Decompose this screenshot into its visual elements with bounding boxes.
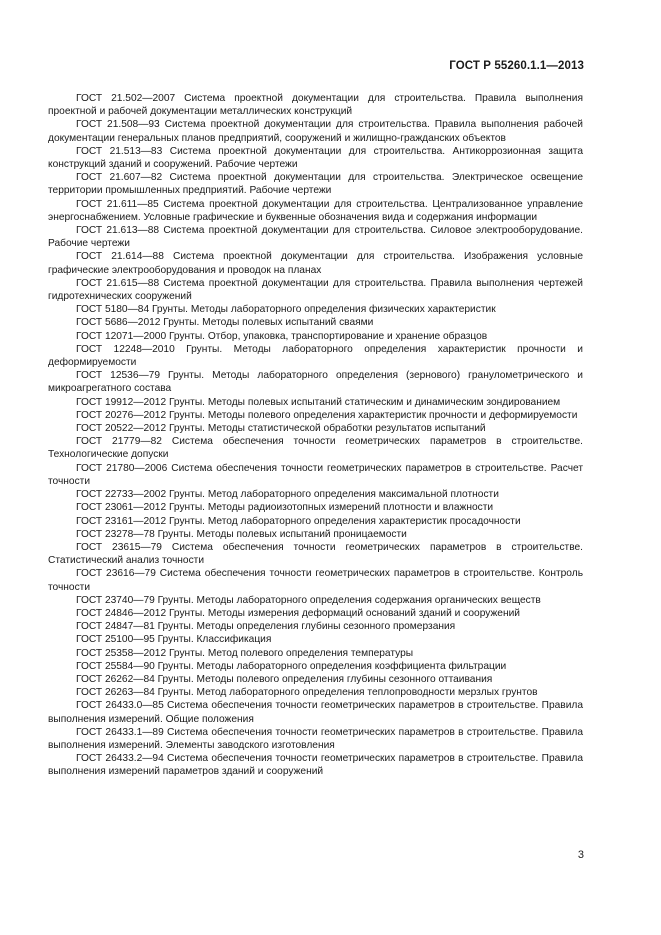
- reference-entry: ГОСТ 12536—79 Грунты. Методы лабораторного определения (зернового) гранулометрического и микроагрегатного состава: [48, 370, 583, 395]
- reference-entry: ГОСТ 12248—2010 Грунты. Методы лабораторного определения характеристик прочности и деформируемости: [48, 343, 583, 369]
- reference-entry: ГОСТ 26433.1—89 Система обеспечения точности геометрических параметров в строительстве. Правила выполнения измерений. Элементы заводского изготовления: [48, 726, 583, 751]
- reference-entry: ГОСТ 5686—2012 Грунты. Методы полевых испытаний сваями: [76, 317, 374, 329]
- reference-entry: ГОСТ 21780—2006 Система обеспечения точности геометрических параметров в строительстве. Расчет точности: [48, 462, 583, 487]
- reference-entry: ГОСТ 25358—2012 Грунты. Метод полевого определения температуры: [76, 647, 414, 659]
- page-number: 3: [577, 849, 584, 861]
- normative-references-list: [48, 92, 583, 779]
- reference-entry: ГОСТ 24846—2012 Грунты. Методы измерения деформаций оснований зданий и сооружений: [76, 607, 520, 619]
- reference-entry: ГОСТ 21.508—93 Система проектной документации для строительства. Правила выполнения рабочей документации генеральных планов предприятий, сооружений и жилищно-гражданских объектов: [48, 119, 583, 144]
- reference-entry: ГОСТ 26433.2—94 Система обеспечения точности геометрических параметров в строительстве. Правила выполнения измерений параметров зданий и сооружений: [48, 753, 583, 778]
- reference-entry: ГОСТ 26262—84 Грунты. Методы полевого определения глубины сезонного оттаивания: [76, 673, 493, 685]
- reference-entry: ГОСТ 22733—2002 Грунты. Метод лабораторного определения максимальной плотности: [76, 489, 499, 501]
- reference-entry: ГОСТ 23615—79 Система обеспечения точности геометрических параметров в строительстве. Статистический анализ точности: [48, 541, 583, 567]
- reference-entry: ГОСТ 12071—2000 Грунты. Отбор, упаковка, транспортирование и хранение образцов: [76, 330, 488, 342]
- reference-entry: ГОСТ 23061—2012 Грунты. Методы радиоизотопных измерений плотности и влажности: [76, 502, 494, 514]
- reference-entry: ГОСТ 21.513—83 Система проектной документации для строительства. Антикоррозионная защита конструкций зданий и сооружений. Рабочие чертежи: [48, 145, 583, 171]
- reference-entry: ГОСТ 21.607—82 Система проектной документации для строительства. Электрическое освещение территории промышленных предприятий. Рабочие чертежи: [48, 172, 583, 197]
- reference-entry: ГОСТ 25100—95 Грунты. Классификация: [76, 634, 272, 646]
- reference-entry: ГОСТ 19912—2012 Грунты. Методы полевых испытаний статическим и динамическим зондированием: [76, 396, 561, 408]
- reference-entry: ГОСТ 20522—2012 Грунты. Методы статистической обработки результатов испытаний: [76, 423, 486, 435]
- reference-entry: ГОСТ 26433.0—85 Система обеспечения точности геометрических параметров в строительстве. Правила выполнения измерений. Общие положения: [48, 700, 583, 725]
- reference-entry: ГОСТ 26263—84 Грунты. Метод лабораторного определения теплопроводности мерзлых грунтов: [76, 687, 538, 699]
- reference-entry: ГОСТ 20276—2012 Грунты. Методы полевого определения характеристик прочности и деформируемости: [76, 409, 578, 421]
- reference-entry: ГОСТ 23740—79 Грунты. Методы лабораторного определения содержания органических веществ: [76, 594, 541, 606]
- reference-entry: ГОСТ 23161—2012 Грунты. Метод лабораторного определения характеристик просадочности: [76, 515, 521, 527]
- reference-entry: ГОСТ 23616—79 Система обеспечения точности геометрических параметров в строительстве. Контроль точности: [48, 568, 583, 593]
- reference-entry: ГОСТ 21.611—85 Система проектной документации для строительства. Централизованное управление энергоснабжением. Условные графические и буквенные обозначения вида и содержания информации: [48, 198, 583, 223]
- reference-entry: ГОСТ 21.502—2007 Система проектной документации для строительства. Правила выполнения проектной и рабочей документации металлических конструкций: [48, 93, 583, 118]
- reference-entry: ГОСТ 21779—82 Система обеспечения точности геометрических параметров в строительстве. Технологические допуски: [48, 436, 583, 461]
- document-standard-id: ГОСТ Р 55260.1.1—2013: [449, 60, 584, 72]
- reference-entry: ГОСТ 21.613—88 Система проектной документации для строительства. Силовое электрооборудование. Рабочие чертежи: [48, 225, 583, 250]
- reference-entry: ГОСТ 24847—81 Грунты. Методы определения глубины сезонного промерзания: [76, 621, 456, 633]
- reference-entry: ГОСТ 25584—90 Грунты. Методы лабораторного определения коэффициента фильтрации: [76, 660, 507, 672]
- reference-entry: ГОСТ 5180—84 Грунты. Методы лабораторного определения физических характеристик: [76, 304, 496, 316]
- reference-entry: ГОСТ 23278—78 Грунты. Методы полевых испытаний проницаемости: [76, 528, 407, 540]
- reference-entry: ГОСТ 21.614—88 Система проектной документации для строительства. Изображения условные графические электрооборудования и проводок на планах: [48, 251, 583, 276]
- reference-entry: ГОСТ 21.615—88 Система проектной документации для строительства. Правила выполнения чертежей гидротехнических сооружений: [48, 277, 583, 303]
